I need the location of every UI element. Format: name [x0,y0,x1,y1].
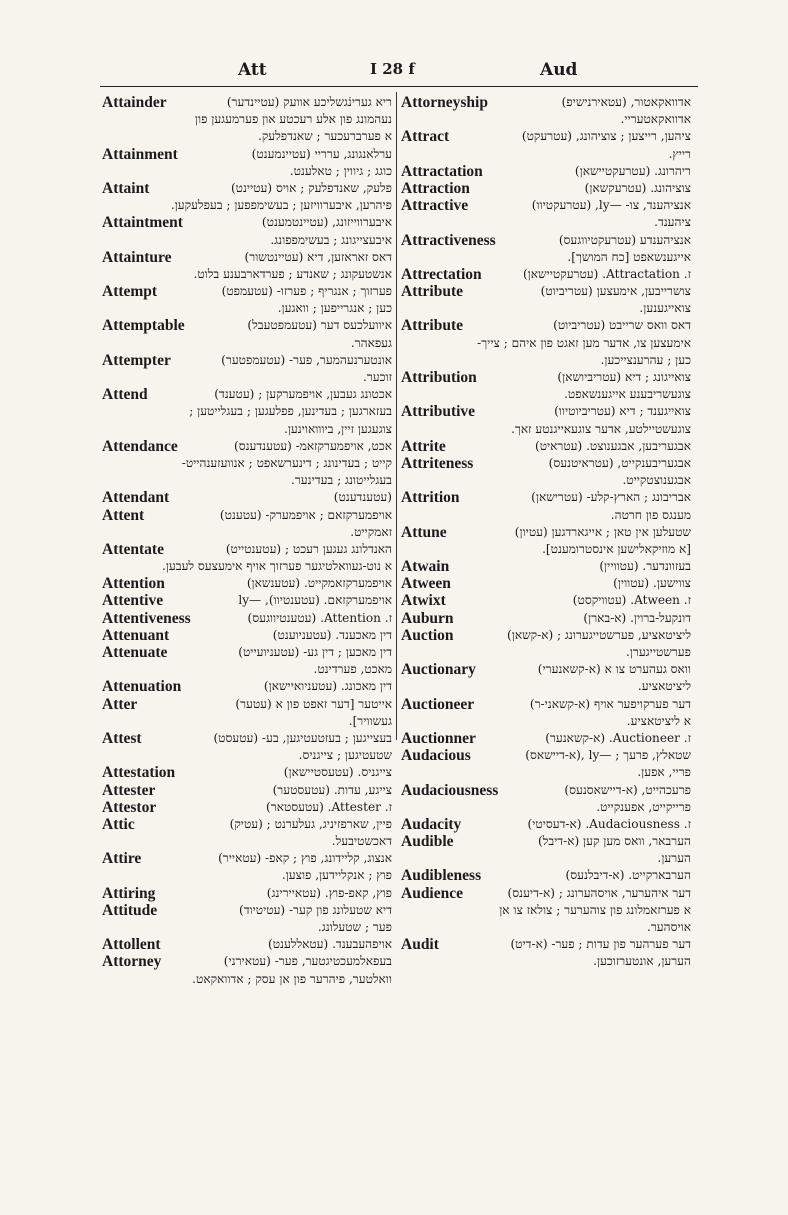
dictionary-entry [401,232,691,266]
definition-text: דאס וואס שרייבט (עטריביוט) [553,318,691,333]
definition-continuation: זוכער. [362,370,392,384]
definition-continuation: פוץ ; אנקליידען, פוצען. [281,868,392,883]
header-rule [100,86,698,87]
definition-text: אונטערנעהמער, פער- (עטעמפטער) [221,352,392,367]
headword: Attestation [102,764,176,782]
headword: Attorneyship [401,94,488,111]
definition-text: אבריבונג ; הארץ-קלע- (עטרישאן) [531,490,691,505]
headword: Attempt [102,283,158,301]
entry-first-line [102,902,392,919]
definition-continuation: ליציטאציע. [637,679,691,694]
definition-continuation: ציהענד. [654,215,691,230]
definition-text: שטאלץ, פרעך ; —ly ,(א-דיישאס) [525,748,691,763]
entry-first-line [102,610,392,627]
definition-text: דיא שטעלונג פון קער- (עטיטיוד) [238,902,392,917]
entry-first-line [102,489,392,506]
definition-continuation: פרייקייט, אפענקייט. [596,799,691,814]
definition-text: פערזוך ; אנגריף ; פערזו- (עטעמפט) [221,284,392,299]
entry-first-line [401,317,691,334]
entry-first-line [102,799,392,816]
headword: Attest [102,729,142,747]
definition-text: בעזוונדער. (עטוויין) [599,559,691,574]
entry-first-line [401,575,691,592]
entry-first-line [401,524,691,541]
entry-first-line [401,438,691,455]
definition-continuation: קייט ; בעדינונג ; דינערשאפט ; אנוועזענהייט- [181,455,392,470]
entry-first-line [102,352,392,369]
definition-continuation: בעגלייטונג ; בעדינער. [291,473,392,488]
dictionary-entry [102,214,392,248]
entry-first-line [102,575,392,592]
entry-first-line [102,782,392,799]
entry-first-line [102,850,392,867]
headword: Attentate [102,540,164,558]
headword: Attriteness [401,454,474,472]
definition-text: ריא גערינֿגשליכע אוועק (עטיינדער) [226,95,392,109]
definition-continuation: אויסהער. [647,920,691,934]
dictionary-entry [102,489,392,506]
dictionary-entry [401,782,691,816]
dictionary-entry [401,94,691,128]
definition-text: דין מאכונג. (עטעניואיישאן) [263,679,392,694]
entry-first-line [401,833,691,850]
entry-first-line [401,610,691,627]
definition-continuation: אימעצען צו, אדער מען זאגט פון איהם ; צייך- [477,335,691,350]
headword: Attitude [102,901,158,919]
dictionary-entry [102,644,392,678]
definition-text: אויפמערקזאם. (עטענטיוו), —ly [238,593,392,608]
definition-text: פיין, שארפזיניג, געלערנט ; (עטיק) [229,816,392,831]
definition-text: פרעכהייט, (א-דיישאסנעס) [564,782,691,797]
dictionary-entry [401,197,691,231]
dictionary-entry [102,541,392,575]
entry-first-line [401,489,691,506]
dictionary-entry [102,180,392,214]
definition-continuation: בעזארגען ; בעדינען, פפלעגען ; בעגלייטען ; [189,404,392,419]
dictionary-entry [401,558,691,575]
definition-continuation: פערשטייגערן. [625,645,691,659]
definition-continuation: געשוויר]. [348,713,392,728]
dictionary-entry [401,592,691,609]
headword: Attractive [401,197,469,215]
headword: Audit [401,936,439,954]
headword: Audibleness [401,867,482,885]
dictionary-entry [401,180,691,197]
entry-first-line [102,317,392,334]
headword: Auctionary [401,661,476,679]
headword: Attentiveness [102,609,191,627]
definition-text: פלעק, שאנדפלעק ; אויס (עטיינט) [230,180,392,195]
definition-text: ז. Auctioneer. (א-קשאנער) [545,730,691,745]
entry-first-line [401,128,691,145]
headword: Attaint [102,179,150,197]
entry-first-line [401,197,691,214]
definition-text: אויפמערקזאם ; אויפמערק- (עטענט) [219,507,392,522]
headword: Attune [401,523,447,541]
dictionary-entry [102,782,392,799]
dictionary-entry [102,902,392,936]
dictionary-entry [102,696,392,730]
definition-continuation: הערען, אונטערזוכען. [593,954,691,969]
definition-continuation: צוגעשטיילטע, אדער צוגעאייגנטע זאך. [511,421,691,436]
definition-text: (עטענדענט) [333,490,392,505]
definition-continuation: דאכשטיבעל. [331,834,392,849]
entry-first-line [401,180,691,197]
dictionary-entry [102,94,392,146]
definition-continuation: אדוואקאטעריי. [620,112,691,127]
dictionary-entry [102,764,392,781]
definition-text: ז. Attractation. (עטרעקטיישאן) [522,266,691,281]
definition-text: דין מאכענד. (עטעניוענט) [272,627,392,642]
entry-first-line [401,867,691,884]
headword: Attraction [401,179,470,197]
definition-continuation: אייגענשאפט [כח המושך]. [567,249,691,264]
entry-first-line [102,885,392,902]
entry-first-line [102,180,392,197]
definition-text: אנציהענד, צו- —ly, (עטרעקטיוו) [531,198,691,213]
definition-text: צוציהונג. (עטרעקשאן) [584,180,691,195]
headword: Attic [102,815,135,833]
definition-text: צייגע, עדות. (עטעסטער) [272,782,392,797]
headword: Atwain [401,558,450,576]
definition-text: אנצוג, קליידונג, פוץ ; קאפ- (עטאייר) [218,851,392,866]
entry-first-line [401,936,691,953]
definition-continuation: נעהמונג פון אלע רעכטע און פערמעגען פון [194,112,392,127]
definition-text: בעצייגען ; בעזטעטיגען, בע- (עטעסט) [213,730,392,745]
headword: Attribution [401,369,477,386]
headword: Attribute [401,317,463,335]
entry-first-line [102,146,392,163]
entry-first-line [401,369,691,386]
dictionary-entry [401,867,691,884]
definition-text: צושרייבען, אימעצען (עטריביוט) [540,284,691,299]
definition-text: אנציהענדע (עטרעקטיווגעס) [558,232,691,247]
entry-first-line [102,627,392,644]
headword: Attenuation [102,678,182,696]
entry-first-line [401,885,691,902]
definition-text: ז. Attention. (עטענטיווגעס) [247,610,392,625]
entry-first-line [102,816,392,833]
headword: Auctioneer [401,695,475,713]
dictionary-entry [401,747,691,781]
headword: Attempter [102,351,171,369]
headword: Attractiveness [401,231,496,249]
headword: Attrectation [401,265,482,283]
dictionary-entry [401,816,691,833]
entry-first-line [401,816,691,833]
definition-continuation: פיהרען, איבערוויזען ; בעשימפפען ; בעפלעקען. [170,198,392,213]
definition-text: דאס זאראזען, דיא (עטיינטשור) [244,249,392,264]
entry-first-line [102,953,392,970]
entry-first-line [102,438,392,455]
definition-text: דער פערהער פון עדות ; פער- (א-דיט) [510,937,691,952]
headword: Attorney [102,953,162,971]
definition-text: הערבארקייט. (א-דיבלנעס) [565,868,691,883]
entry-first-line [401,266,691,283]
dictionary-entry [401,369,691,403]
entry-first-line [401,94,691,111]
headword: Attendance [102,437,178,455]
definition-continuation: [א מוזיקאלישען אינסטרומענט]. [542,541,691,556]
headword: Audible [401,833,454,851]
headword: Auburn [401,609,454,627]
dictionary-entry [401,283,691,317]
entry-first-line [102,764,392,781]
dictionary-entry [102,799,392,816]
definition-text: ריהרונג. (עטרעקטיישאן) [574,163,691,178]
definition-text: בעפאלמעכטיגטער, פער- (עטאירני) [223,954,392,969]
entry-first-line [102,696,392,713]
dictionary-entry [401,833,691,867]
definition-text: אכט, אויפמערקזאמ- (עטענדענס) [233,438,392,453]
headword: Attributive [401,403,476,421]
headword: Attendant [102,489,170,507]
entry-first-line [401,558,691,575]
entry-first-line [401,747,691,764]
headword: Attent [102,506,145,524]
dictionary-entry [401,661,691,695]
dictionary-entry [401,730,691,747]
definition-text: וואס געהערט צו א (א-קשאנערי) [537,662,691,677]
dictionary-entry [401,455,691,489]
headword: Attentive [102,592,164,610]
headword: Audacity [401,815,462,833]
left-guide-word: Att [238,60,267,80]
dictionary-entry [401,317,691,369]
column-divider [396,92,397,740]
dictionary-entry [102,885,392,902]
headword: Audacious [401,747,471,765]
definition-continuation: כען ; עהרענצייכען. [600,352,691,367]
dictionary-entry [102,730,392,764]
dictionary-entry [102,850,392,884]
definition-text: אויפהעבענד. (עטאללענט) [267,937,392,952]
entry-first-line [401,283,691,300]
headword: Audaciousness [401,781,499,799]
dictionary-entry [102,610,392,627]
definition-text: צואייגענד ; דיא (עטריביוטיוו) [554,404,691,419]
entry-first-line [102,94,392,111]
definition-continuation: צוגעגען זיין, ביווואוינען. [283,421,392,436]
dictionary-entry [401,128,691,162]
headword: Audience [401,884,463,902]
dictionary-entry [401,610,691,627]
right-column [401,94,691,971]
right-guide-word: Aud [540,60,578,80]
entry-first-line [401,232,691,249]
dictionary-entry [401,696,691,730]
headword: Atwixt [401,592,446,610]
dictionary-entry [401,885,691,937]
definition-continuation: א פערברעכער ; שאנדפלעק. [257,129,392,144]
headword: Auctionner [401,729,476,747]
dictionary-entry [102,438,392,490]
dictionary-entry [401,575,691,592]
dictionary-entry [401,489,691,523]
definition-continuation: זאמקייט. [350,524,392,539]
definition-text: צייגניס. (עטעסטיישאן) [283,765,392,780]
entry-first-line [401,592,691,609]
headword: Attollent [102,936,161,954]
definition-text: שטעלען אין טאן ; אייגארדגען (עטיון) [514,524,691,539]
headword: Attemptable [102,317,185,335]
definition-continuation: פריי, אפען. [637,765,691,780]
definition-text: ליציטאציע, פערשטייגערונג ; (א-קשאן) [507,627,691,642]
left-column [102,94,392,988]
headword: Attiring [102,884,156,902]
entry-first-line [401,163,691,180]
entry-first-line [401,627,691,644]
definition-continuation: איבעצייגונג ; בעשימפפונג. [270,232,392,247]
headword: Atween [401,575,451,593]
entry-first-line [102,386,392,403]
entry-first-line [401,661,691,678]
dictionary-entry [102,627,392,644]
definition-text: דין מאכען ; דין גע- (עטעניועייט) [238,645,392,659]
definition-text: ז. Audaciousness. (א-דעסיטי) [527,816,691,831]
entry-first-line [102,678,392,695]
definition-text: איבערווייזונג, (עטיינטמענט) [261,215,392,230]
dictionary-entry [401,266,691,283]
definition-text: ערלאנגונג, ערריי (עטיינמענט) [251,146,392,161]
entry-first-line [401,455,691,472]
definition-continuation: הערען. [657,851,691,866]
headword: Attaintment [102,214,183,232]
entry-first-line [401,403,691,420]
definition-continuation: א ליציטאציע. [626,713,691,728]
definition-text: ז. Atween. (עטוויקסט) [572,593,691,608]
entry-first-line [102,592,392,609]
definition-continuation: געפאהר. [350,335,392,350]
dictionary-entry [401,403,691,437]
definition-continuation: שטעטיגען ; צייגניס. [298,748,392,763]
definition-continuation: מענגס פון חרטה. [610,507,691,522]
dictionary-entry [102,352,392,386]
entry-first-line [102,507,392,524]
definition-text: ז. Attester. (עטעסטאר) [266,799,392,814]
entry-first-line [401,782,691,799]
definition-text: האנדלונג געגען רעכט ; (עטענטייט) [225,541,392,556]
definition-continuation: אנשטעקונג ; שאנדע ; פערדארבענע בלוט. [193,266,392,281]
page-number: I 28 f [370,60,415,78]
definition-continuation: וואלטער, פיהרער פון אן עסק ; אדוואקאט. [192,971,392,986]
dictionary-entry [401,936,691,970]
dictionary-entry [102,953,392,987]
dictionary-entry [102,678,392,695]
definition-continuation: רייץ. [668,146,691,161]
definition-text: איוועלכעס דער (עטעמפטעבל) [247,318,392,333]
entry-first-line [102,541,392,558]
headword: Attrition [401,489,460,507]
dictionary-entry [102,592,392,609]
entry-first-line [102,249,392,266]
headword: Attainture [102,248,172,266]
entry-first-line [401,730,691,747]
dictionary-entry [102,283,392,317]
definition-text: דונקעל-ברוין. (א-בארן) [583,610,691,625]
dictionary-entry [102,249,392,283]
dictionary-entry [401,524,691,558]
headword: Attenuate [102,644,168,661]
definition-text: צואייגונג ; דיא (עטריביושאן) [557,370,691,384]
definition-text: אבגעריבען, אבגענוצט. (עטראיט) [534,438,691,453]
definition-text: אדוואקאטור, (עטאירנישיפ) [561,95,691,109]
headword: Attestor [102,798,157,816]
definition-text: אייטער [דער זאפט פון א (עטער) [235,696,392,711]
dictionary-entry [102,317,392,351]
headword: Auction [401,626,454,644]
definition-text: ציהען, רייצען ; צוציהונג, (עטרעקט) [521,129,691,144]
definition-text: דער פערקויפער אויף (א-קשאני-ר) [529,696,691,711]
definition-text: אויפמערקזאמקייט. (עטענשאן) [246,576,392,591]
definition-text: אכטונג געבען, אויפמערקען ; (עטענד) [214,387,392,402]
headword: Attend [102,386,148,404]
headword: Attenuant [102,626,170,644]
definition-continuation: כען ; אנגרייפען ; וואגען. [277,301,392,316]
headword: Attester [102,781,156,799]
dictionary-entry [102,386,392,438]
headword: Attribute [401,283,463,301]
entry-first-line [102,214,392,231]
headword: Attainder [102,94,167,111]
dictionary-entry [401,438,691,455]
definition-continuation: צואייגענען. [639,301,691,316]
definition-text: צווישען. (עטווין) [613,576,691,591]
headword: Attainment [102,145,178,163]
headword: Atter [102,695,138,713]
entry-first-line [102,283,392,300]
definition-continuation: כוגג ; גיווין ; טאלענט. [289,163,392,178]
entry-first-line [401,696,691,713]
page-header [100,60,700,86]
definition-text: דער איהערער, אויסהערונג ; (א-דיענס) [507,885,691,900]
headword: Attire [102,850,142,868]
dictionary-entry [401,163,691,180]
definition-text: פוץ, קאפ-פוץ. (עטאיירינג) [266,885,392,900]
definition-continuation: א פערזאמלונג פון צוהערער ; צולאז צו אן [499,902,691,917]
entry-first-line [102,936,392,953]
dictionary-entry [102,507,392,541]
dictionary-entry [401,627,691,661]
headword: Attract [401,128,450,146]
entry-first-line [102,644,392,661]
definition-continuation: פער ; שטעלונג. [317,920,392,934]
dictionary-entry [102,146,392,180]
headword: Attention [102,575,165,593]
headword: Attractation [401,162,483,180]
headword: Attrite [401,437,446,455]
entry-first-line [102,730,392,747]
definition-text: אבגעריבענקייט, (עטראיטנעס) [548,455,691,470]
dictionary-entry [102,816,392,850]
definition-continuation: צוגעשריבענע אייגענשאפט. [564,387,691,402]
dictionary-entry [102,936,392,953]
definition-continuation: א נוט-געוואלטיגער פערזוך אויף אימעצעס לעבען. [161,559,392,574]
definition-continuation: אבגענוצטקייט. [622,473,691,488]
definition-continuation: מאכט, פערדינט. [313,662,392,677]
definition-text: הערבאר, וואס מען קען (א-דיבל) [537,834,691,849]
dictionary-entry [102,575,392,592]
